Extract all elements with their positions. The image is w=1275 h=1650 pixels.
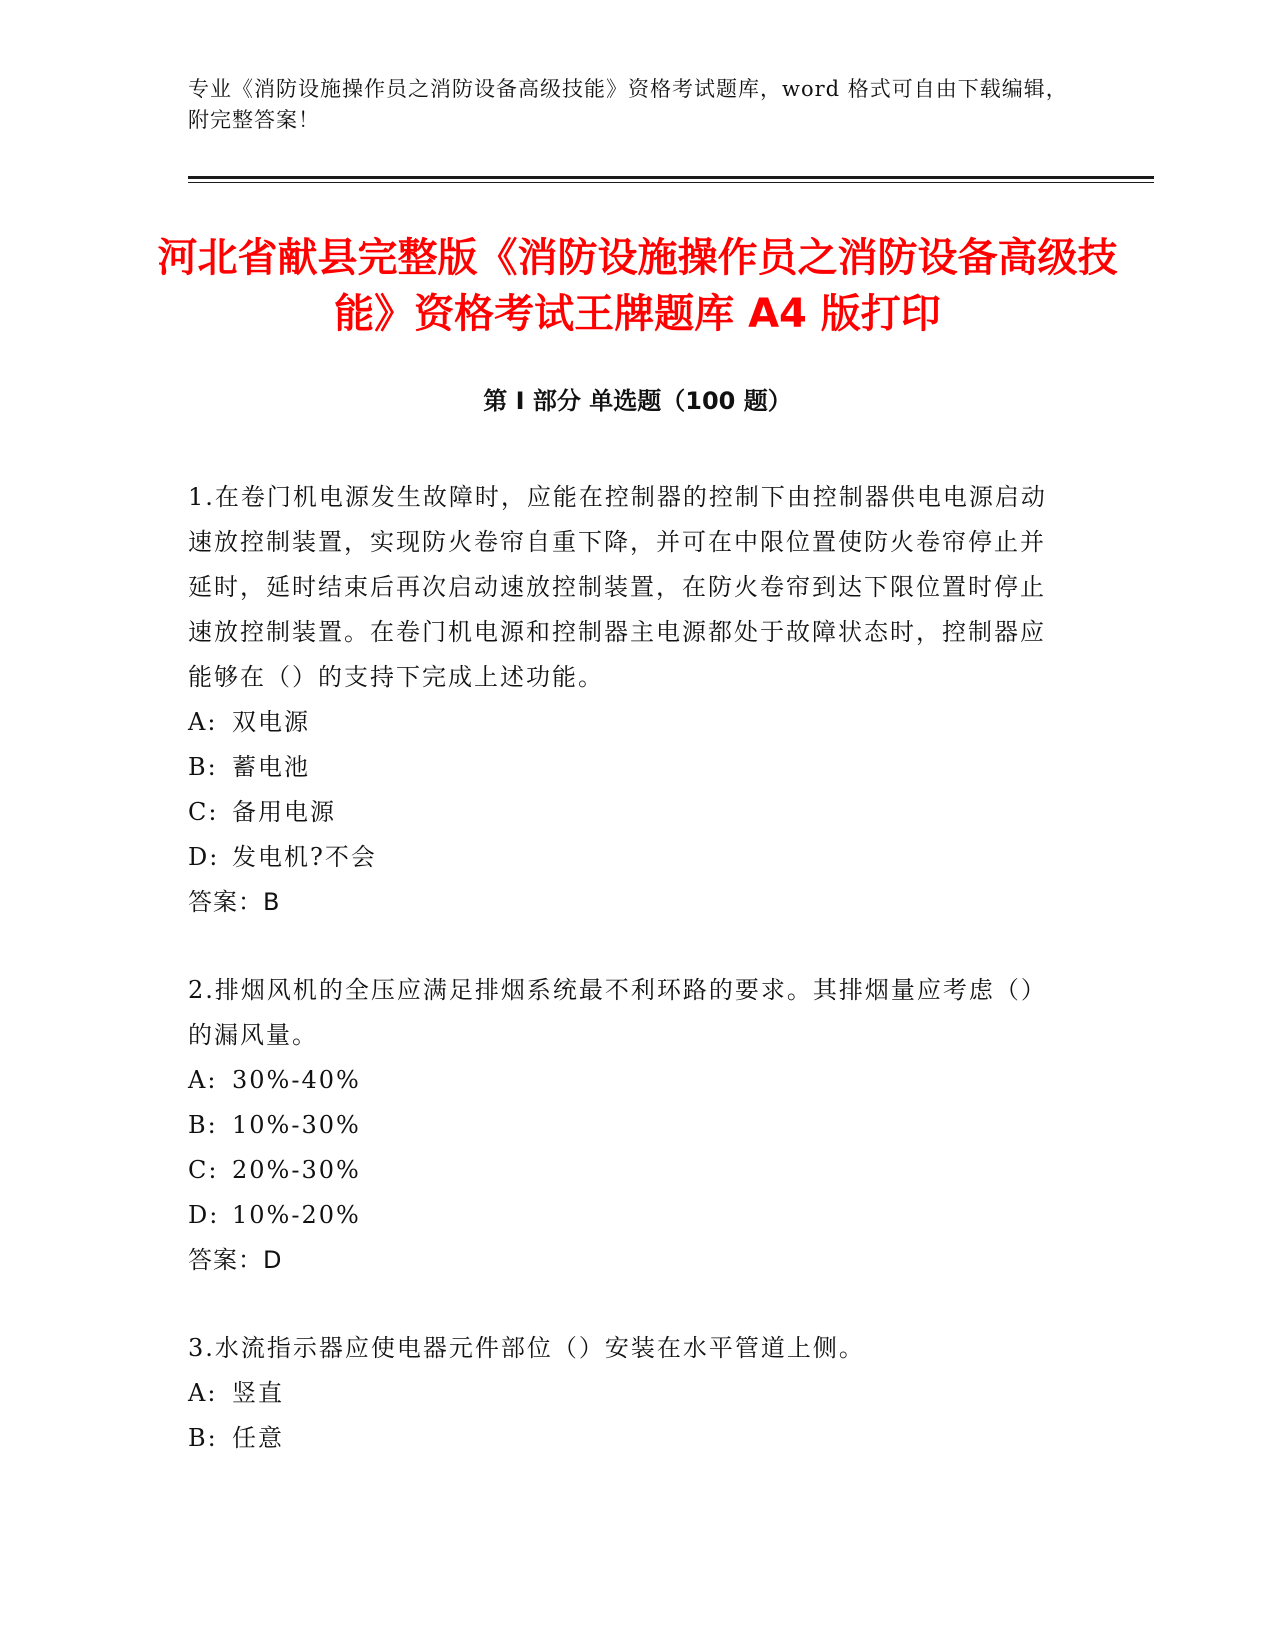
question-list [188,475,1068,1504]
header-rule-thick [188,176,1154,179]
option-b [188,1416,1068,1461]
option-text: 任意 [232,1424,284,1452]
option-key: B: [188,1111,218,1139]
option-d [188,835,1068,880]
question-3 [188,1326,1068,1461]
document-title: 河北省献县完整版《消防设施操作员之消防设备高级技能》资格考试王牌题库 A4 版打印 [157,235,1118,337]
option-d [188,1193,1068,1238]
option-c [188,1148,1068,1193]
option-key: A: [188,1066,218,1094]
option-text: 10%-20% [232,1201,361,1229]
option-b [188,1103,1068,1148]
option-text: 30%-40% [232,1066,361,1094]
option-text: 20%-30% [232,1156,361,1184]
header-note: 专业《消防设施操作员之消防设备高级技能》资格考试题库，word 格式可自由下载编辑，附完整答案！ [188,77,1068,132]
answer-line: 答案：B [188,888,281,916]
answer-line: 答案：D [188,1246,283,1274]
question-1 [188,475,1068,925]
option-c [188,790,1068,835]
option-a [188,700,1068,745]
question-2 [188,968,1068,1283]
option-text: 蓄电池 [232,753,310,781]
question-stem: 1.在卷门机电源发生故障时，应能在控制器的控制下由控制器供电电源启动速放控制装置，实现防火卷帘自重下降，并可在中限位置使防火卷帘停止并延时，延时结束后再次启动速放控制装置，在防火卷帘到达下限位置时停止速放控制装置。在卷门机电源和控制器主电源都处于故障状态时，控制器应能够在（）的支持下完成上述功能。 [188,483,1047,691]
option-key: A: [188,708,218,736]
question-stem: 3.水流指示器应使电器元件部位（）安装在水平管道上侧。 [188,1334,865,1362]
option-text: 备用电源 [232,798,336,826]
option-key: D: [188,843,220,871]
option-key: D: [188,1201,220,1229]
option-a [188,1058,1068,1103]
option-text: 竖直 [232,1379,284,1407]
header-rule-thin [188,182,1154,183]
option-key: B: [188,1424,218,1452]
option-key: C: [188,798,219,826]
section-heading: 第 I 部分 单选题（100 题） [483,387,792,415]
option-key: B: [188,753,218,781]
option-text: 双电源 [232,708,310,736]
option-b [188,745,1068,790]
option-key: A: [188,1379,218,1407]
option-text: 10%-30% [232,1111,361,1139]
question-stem: 2.排烟风机的全压应满足排烟系统最不利环路的要求。其排烟量应考虑（）的漏风量。 [188,976,1047,1049]
option-a [188,1371,1068,1416]
option-text: 发电机?不会 [232,843,377,871]
option-key: C: [188,1156,219,1184]
